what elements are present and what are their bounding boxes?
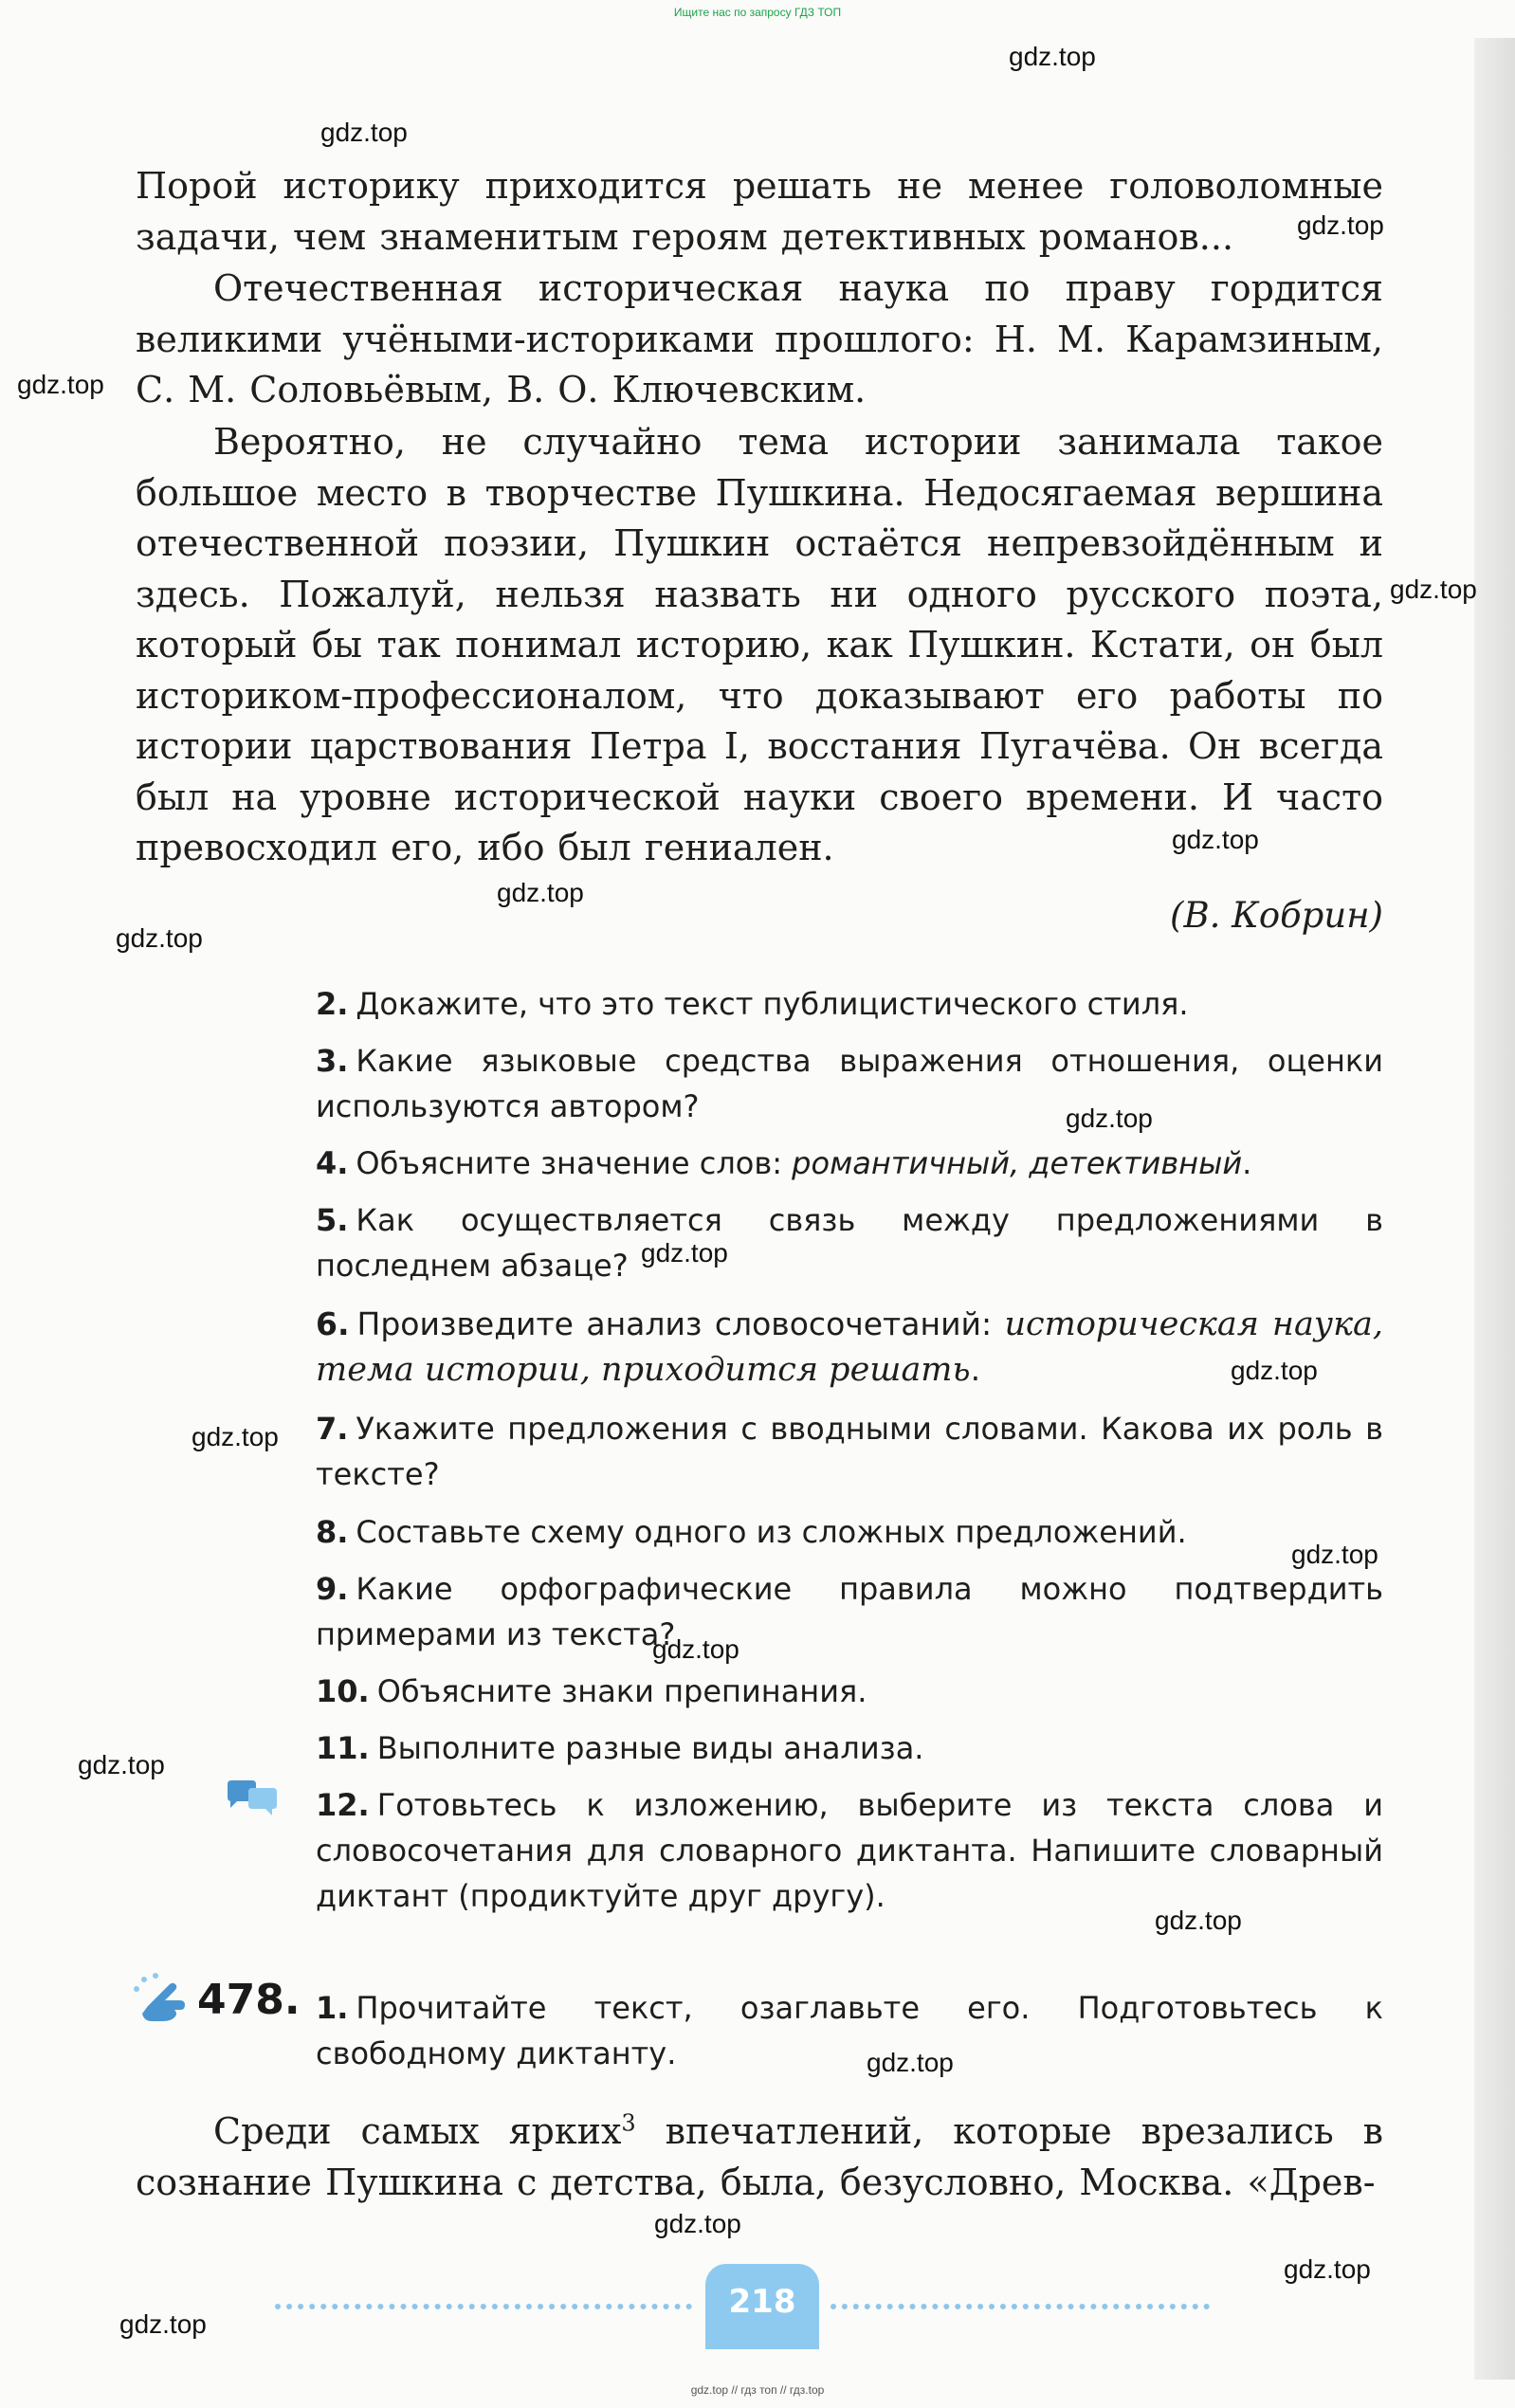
question-number: 10.: [316, 1673, 370, 1709]
question-text: Докажите, что это текст публицистического стиля.: [356, 986, 1189, 1022]
top-banner: Ищите нас по запросу ГДЗ ТОП: [673, 6, 842, 19]
question-12: [316, 1782, 1383, 1919]
question-text: Выполните разные виды анализа.: [376, 1730, 924, 1766]
question-number: 4.: [316, 1145, 349, 1181]
watermark: gdz.top: [1390, 575, 1477, 604]
watermark: gdz.top: [1231, 1356, 1318, 1385]
question-number: 6.: [316, 1305, 350, 1342]
watermark: gdz.top: [867, 2048, 954, 2077]
question-number: 12.: [316, 1787, 370, 1823]
question-5: [316, 1197, 1383, 1288]
paragraph-1: Порой историку приходится решать не менее головоломные задачи, чем знаменитым героям детективных романов...: [136, 165, 1383, 258]
page-number: 218: [705, 2264, 819, 2349]
question-number: 8.: [316, 1514, 349, 1550]
question-text: Произведите анализ словосочетаний:: [356, 1305, 1005, 1342]
question-text: Составьте схему одного из сложных предложений.: [356, 1514, 1187, 1550]
watermark: gdz.top: [1297, 210, 1384, 240]
page-dots-left: [275, 2304, 692, 2309]
watermark: gdz.top: [78, 1750, 165, 1779]
watermark: gdz.top: [17, 370, 104, 399]
question-text: Готовьтесь к изложению, выберите из текста слова и словосочетания для словарного диктанта. Напишите словарный диктант (продиктуйте друг другу).: [316, 1787, 1383, 1914]
page-edge-shadow: [1474, 38, 1515, 2380]
watermark: gdz.top: [641, 1238, 728, 1268]
question-italic: историческая наука, тема истории, приходится решать: [316, 1305, 1383, 1389]
question-6: [316, 1302, 1383, 1393]
question-number: 9.: [316, 1571, 349, 1607]
question-text: Как осуществляется связь между предложениями в последнем абзаце?: [316, 1202, 1383, 1284]
pointing-hand-icon: [131, 1972, 192, 2029]
task-text: Прочитайте текст, озаглавьте его. Подготовьтесь к свободному диктанту.: [316, 1990, 1383, 2071]
paragraph-3: Вероятно, не случайно тема истории занимала такое большое место в творчестве Пушкина. Недосягаемая вершина отечественной поэзии, Пушкин остаётся непревзойдённым и здесь. Пожалуй, нельзя назвать ни одного русского поэта, который бы так понимал историю, как Пушкин. Кстати, он был историком-профессионалом, что доказывают его работы по истории царствования Петра I, восстания Пугачёва. Он всегда был на уровне исторической науки своего времени. И часто превосходил его, ибо был гениален.: [136, 421, 1383, 868]
question-2: [316, 981, 1383, 1027]
question-number: 5.: [316, 1202, 349, 1238]
question-number: 2.: [316, 986, 349, 1022]
watermark: gdz.top: [320, 118, 408, 147]
question-8: [316, 1509, 1383, 1555]
speech-bubbles-icon: [224, 1779, 281, 1822]
question-text: Какие орфографические правила можно подтвердить примерами из текста?: [316, 1571, 1383, 1652]
exercise-number: 478.: [197, 1976, 301, 2024]
question-7: [316, 1406, 1383, 1497]
question-number: 11.: [316, 1730, 370, 1766]
exercise-text-rest: впечатлений, которые врезались в сознание Пушкина с детства, была, безусловно, Москва. «Древ-: [136, 2110, 1383, 2203]
watermark: gdz.top: [652, 1634, 739, 1664]
question-tail: .: [970, 1351, 981, 1388]
exercise-text-start: Среди самых ярких: [213, 2110, 622, 2152]
question-number: 3.: [316, 1043, 349, 1079]
bottom-footer: gdz.top // гдз топ // гдз.top: [690, 2383, 825, 2397]
watermark: gdz.top: [1009, 42, 1096, 71]
watermark: gdz.top: [1066, 1104, 1153, 1133]
question-10: [316, 1669, 1383, 1714]
question-italic: романтичный, детективный: [792, 1145, 1243, 1181]
paragraph-2: Отечественная историческая наука по праву гордится великими учёными-историками прошлого: Н. М. Карамзиным, С. М. Соловьёвым, В. О. Ключевским.: [136, 267, 1383, 410]
question-4: [316, 1140, 1383, 1186]
exercise-text: [136, 2107, 1383, 2208]
task-number: 1.: [316, 1990, 349, 2026]
footnote-mark: 3: [621, 2109, 636, 2137]
page-dots-right: [831, 2304, 1210, 2309]
watermark: gdz.top: [119, 2309, 207, 2339]
watermark: gdz.top: [116, 923, 203, 953]
watermark: gdz.top: [1172, 825, 1259, 854]
watermark: gdz.top: [1284, 2254, 1371, 2284]
question-tail: .: [1242, 1145, 1252, 1181]
question-11: [316, 1725, 1383, 1771]
watermark: gdz.top: [1155, 1906, 1242, 1935]
question-text: Объясните значение слов:: [356, 1145, 793, 1181]
question-text: Укажите предложения с вводными словами. Какова их роль в тексте?: [316, 1411, 1383, 1492]
question-3: [316, 1038, 1383, 1129]
question-text: Какие языковые средства выражения отношения, оценки используются автором?: [316, 1043, 1383, 1124]
author-signature: (В. Кобрин): [1170, 895, 1383, 936]
watermark: gdz.top: [654, 2209, 741, 2238]
exercise-task: [316, 1985, 1383, 2076]
watermark: gdz.top: [192, 1422, 279, 1451]
watermark: gdz.top: [1291, 1540, 1378, 1569]
watermark: gdz.top: [497, 878, 584, 907]
question-9: [316, 1566, 1383, 1657]
question-text: Объясните знаки препинания.: [376, 1673, 867, 1709]
question-number: 7.: [316, 1411, 349, 1447]
